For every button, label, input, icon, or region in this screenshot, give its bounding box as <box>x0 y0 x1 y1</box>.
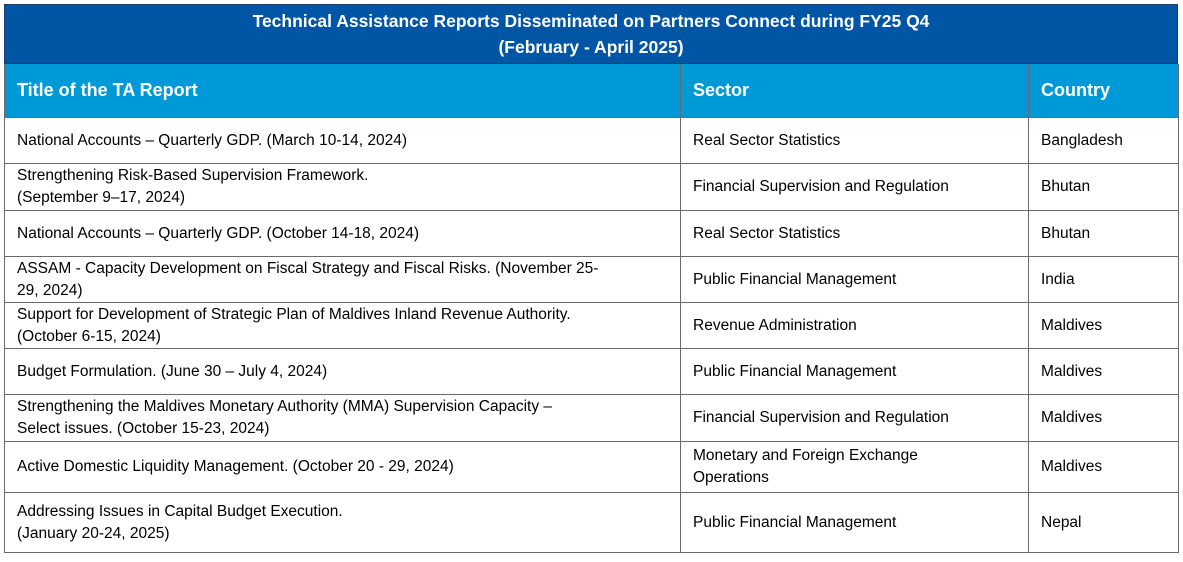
sector-cell <box>681 257 1029 303</box>
sector-cell <box>681 442 1029 493</box>
report-title-cell <box>5 303 681 349</box>
sector-line: Real Sector Statistics <box>693 224 841 242</box>
country-cell: Bhutan <box>1029 211 1179 257</box>
sector-line-2: Operations <box>693 469 769 486</box>
report-title-cell <box>5 395 681 442</box>
report-title-cell <box>5 257 681 303</box>
sector-line: Financial Supervision and Regulation <box>693 409 949 426</box>
table-row <box>5 493 1179 553</box>
report-title-cell <box>5 118 681 164</box>
report-title-line-2: Select issues. (October 15-23, 2024) <box>17 420 270 437</box>
table-header-row <box>5 64 1179 118</box>
report-title-line: Addressing Issues in Capital Budget Execution. <box>17 502 343 520</box>
report-title-line: Active Domestic Liquidity Management. (October 20 - 29, 2024) <box>17 458 454 475</box>
table-row <box>5 211 1179 257</box>
table-subtitle-period: (February - April 2025) <box>498 37 684 57</box>
report-title-cell <box>5 211 681 257</box>
table-title: Technical Assistance Reports Disseminated on Partners Connect during FY25 Q4 <box>252 11 930 31</box>
report-title-line: Strengthening Risk-Based Supervision Framework. <box>17 167 369 184</box>
table-row <box>5 395 1179 442</box>
table-row <box>5 303 1179 349</box>
sector-cell <box>681 493 1029 553</box>
report-title-line-2: (October 6-15, 2024) <box>17 327 161 345</box>
column-header-title: Title of the TA Report <box>5 64 681 118</box>
report-title-cell <box>5 442 681 493</box>
table-row <box>5 118 1179 164</box>
ta-reports-table-container <box>4 4 1178 553</box>
sector-cell <box>681 303 1029 349</box>
report-title-cell <box>5 164 681 211</box>
sector-cell <box>681 211 1029 257</box>
country-cell: India <box>1029 257 1179 303</box>
sector-line: Revenue Administration <box>693 316 857 334</box>
country-cell: Maldives <box>1029 442 1179 493</box>
country-cell: Nepal <box>1029 493 1179 553</box>
table-row <box>5 257 1179 303</box>
sector-line: Public Financial Management <box>693 270 897 288</box>
sector-line: Real Sector Statistics <box>693 131 841 149</box>
country-cell: Maldives <box>1029 303 1179 349</box>
sector-cell <box>681 164 1029 211</box>
table-row <box>5 442 1179 493</box>
sector-cell <box>681 118 1029 164</box>
report-title-line-2: 29, 2024) <box>17 281 83 299</box>
sector-cell <box>681 349 1029 395</box>
country-cell: Maldives <box>1029 395 1179 442</box>
report-title-line-2: (September 9–17, 2024) <box>17 189 186 206</box>
report-title-cell <box>5 493 681 553</box>
sector-line: Financial Supervision and Regulation <box>693 178 949 195</box>
report-title-line: ASSAM - Capacity Development on Fiscal Strategy and Fiscal Risks. (November 25- <box>17 259 599 277</box>
table-row <box>5 164 1179 211</box>
table-row <box>5 349 1179 395</box>
column-header-sector: Sector <box>681 64 1029 118</box>
report-title-line: Budget Formulation. (June 30 – July 4, 2024) <box>17 362 328 380</box>
table-title-banner <box>4 4 1178 64</box>
report-title-line: National Accounts – Quarterly GDP. (March 10-14, 2024) <box>17 131 407 149</box>
column-header-country: Country <box>1029 64 1179 118</box>
sector-line: Public Financial Management <box>693 362 897 380</box>
sector-cell <box>681 395 1029 442</box>
ta-reports-table <box>4 64 1179 553</box>
report-title-line: Support for Development of Strategic Plan of Maldives Inland Revenue Authority. <box>17 305 571 323</box>
report-title-line-2: (January 20-24, 2025) <box>17 524 170 542</box>
report-title-line: National Accounts – Quarterly GDP. (October 14-18, 2024) <box>17 224 420 242</box>
country-cell: Maldives <box>1029 349 1179 395</box>
sector-line: Public Financial Management <box>693 513 897 531</box>
report-title-line: Strengthening the Maldives Monetary Authority (MMA) Supervision Capacity – <box>17 398 552 415</box>
country-cell: Bangladesh <box>1029 118 1179 164</box>
report-title-cell <box>5 349 681 395</box>
sector-line: Monetary and Foreign Exchange <box>693 447 918 464</box>
country-cell: Bhutan <box>1029 164 1179 211</box>
